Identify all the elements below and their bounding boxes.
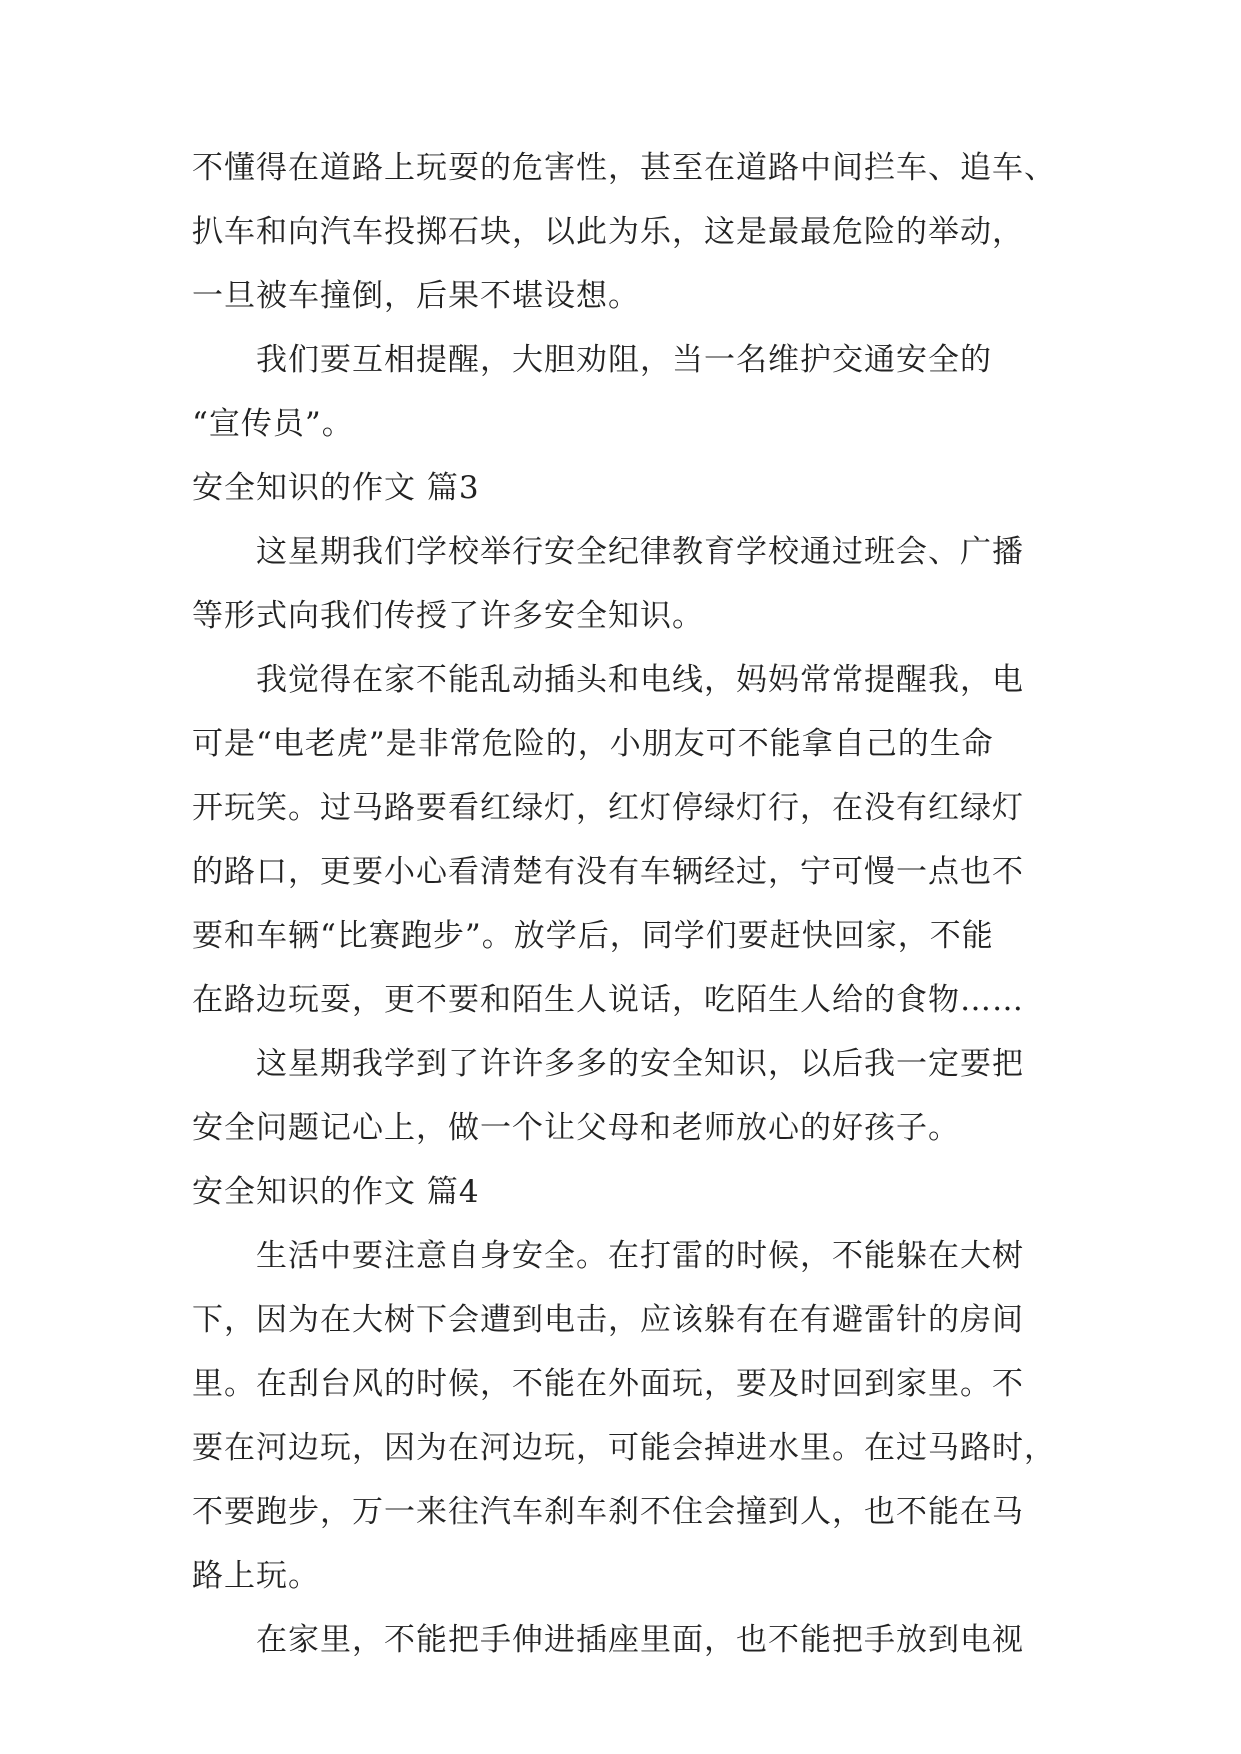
text-line: 安全问题记心上，做一个让父母和老师放心的好孩子。 <box>192 1110 960 1146</box>
paragraph <box>192 520 1052 648</box>
text-line: 下，因为在大树下会遭到电击，应该躲有在有避雷针的房间 <box>192 1302 1024 1338</box>
paragraph <box>192 328 1052 456</box>
text-line: 开玩笑。过马路要看红绿灯，红灯停绿灯行，在没有红绿灯 <box>192 790 1024 826</box>
text-line: 等形式向我们传授了许多安全知识。 <box>192 598 704 634</box>
text-line: 不要跑步，万一来往汽车刹车刹不住会撞到人，也不能在马 <box>192 1494 1024 1530</box>
text-line: 一旦被车撞倒，后果不堪设想。 <box>192 278 640 314</box>
text-line: 在路边玩耍，更不要和陌生人说话，吃陌生人给的食物…… <box>192 982 1024 1018</box>
text-line: 这星期我学到了许许多多的安全知识，以后我一定要把 <box>256 1046 1024 1082</box>
text-line: 这星期我们学校举行安全纪律教育学校通过班会、广播 <box>256 534 1024 570</box>
text-line: “宣传员”。 <box>192 406 354 442</box>
text-line: 扒车和向汽车投掷石块，以此为乐，这是最最危险的举动， <box>192 214 1024 250</box>
paragraph <box>192 136 1056 328</box>
text-line: 路上玩。 <box>192 1558 320 1594</box>
section-heading: 安全知识的作文 篇3 <box>192 470 480 506</box>
text-line: 在家里，不能把手伸进插座里面，也不能把手放到电视 <box>256 1622 1024 1658</box>
text-line: 可是“电老虎”是非常危险的，小朋友可不能拿自己的生命 <box>192 726 994 762</box>
text-line: 里。在刮台风的时候，不能在外面玩，要及时回到家里。不 <box>192 1366 1024 1402</box>
document-page <box>192 136 1056 1672</box>
section-heading: 安全知识的作文 篇4 <box>192 1174 480 1210</box>
paragraph <box>192 648 1052 1032</box>
paragraph <box>192 1224 1056 1608</box>
paragraph <box>192 1032 1052 1160</box>
text-line: 我们要互相提醒，大胆劝阻，当一名维护交通安全的 <box>256 342 992 378</box>
text-line: 要在河边玩，因为在河边玩，可能会掉进水里。在过马路时， <box>192 1430 1056 1466</box>
text-line: 要和车辆“比赛跑步”。放学后，同学们要赶快回家，不能 <box>192 918 994 954</box>
text-line: 我觉得在家不能乱动插头和电线，妈妈常常提醒我，电 <box>256 662 1024 698</box>
text-line: 生活中要注意自身安全。在打雷的时候，不能躲在大树 <box>256 1238 1024 1274</box>
text-line: 不懂得在道路上玩耍的危害性，甚至在道路中间拦车、追车、 <box>192 150 1056 186</box>
text-line: 的路口，更要小心看清楚有没有车辆经过，宁可慢一点也不 <box>192 854 1024 890</box>
paragraph <box>192 1608 1052 1672</box>
